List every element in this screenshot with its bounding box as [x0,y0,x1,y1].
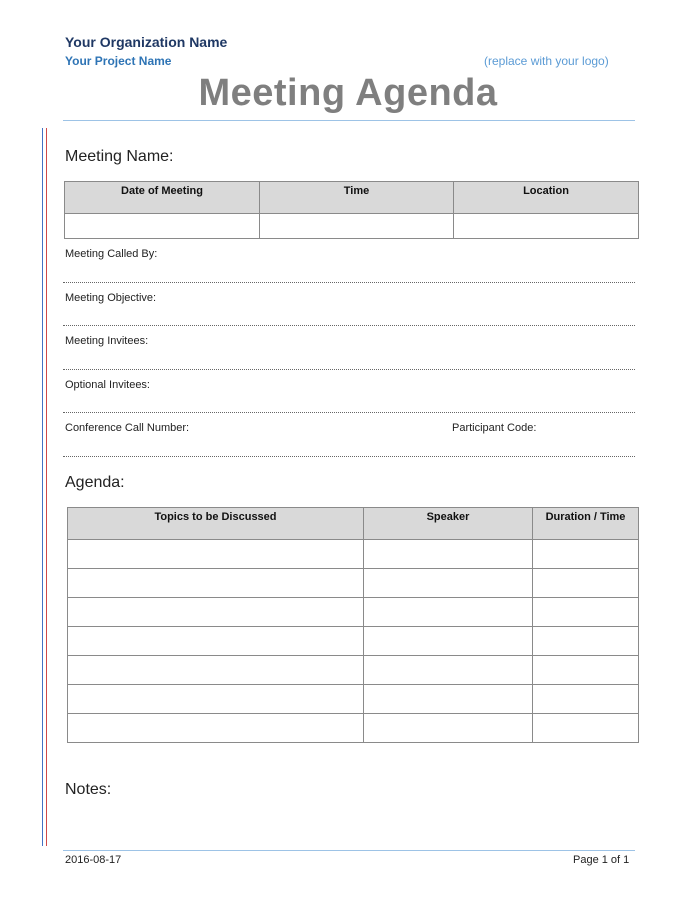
topic-cell[interactable] [68,656,364,685]
conference-call-label: Conference Call Number: [65,422,190,434]
meeting-invitees-label: Meeting Invitees: [65,335,149,347]
header-speaker: Speaker [364,508,533,540]
header-time: Time [260,182,454,214]
topic-cell[interactable] [68,569,364,598]
speaker-cell[interactable] [364,598,533,627]
duration-cell[interactable] [533,685,639,714]
objective-line[interactable] [63,325,635,326]
topic-cell[interactable] [68,598,364,627]
logo-placeholder: (replace with your logo) [484,54,609,68]
meeting-objective-label: Meeting Objective: [65,292,157,304]
duration-cell[interactable] [533,627,639,656]
time-cell[interactable] [260,214,454,239]
speaker-cell[interactable] [364,685,533,714]
table-row [68,714,639,743]
project-name: Your Project Name [65,54,172,68]
participant-code-label: Participant Code: [452,422,537,434]
table-row [68,656,639,685]
topic-cell[interactable] [68,627,364,656]
agenda-table [67,507,639,743]
table-row [68,540,639,569]
optional-invitees-line[interactable] [63,412,635,413]
agenda-label: Agenda: [65,474,125,491]
meeting-name-label: Meeting Name: [65,148,174,165]
duration-cell[interactable] [533,714,639,743]
duration-cell[interactable] [533,598,639,627]
table-row [68,569,639,598]
footer-divider [63,850,635,851]
header-topics: Topics to be Discussed [68,508,364,540]
margin-line-red [46,128,47,846]
date-of-meeting-cell[interactable] [65,214,260,239]
duration-cell[interactable] [533,656,639,685]
speaker-cell[interactable] [364,627,533,656]
speaker-cell[interactable] [364,656,533,685]
meeting-called-by-label: Meeting Called By: [65,248,158,260]
duration-cell[interactable] [533,569,639,598]
topic-cell[interactable] [68,714,364,743]
header-divider [63,120,635,121]
table-row [68,685,639,714]
table-row [68,627,639,656]
invitees-line[interactable] [63,369,635,370]
conference-call-line[interactable] [63,456,635,457]
speaker-cell[interactable] [364,540,533,569]
called-by-line[interactable] [63,282,635,283]
table-row [68,598,639,627]
footer-date: 2016-08-17 [65,854,122,866]
page-title: Meeting Agenda [198,72,498,114]
topic-cell[interactable] [68,685,364,714]
margin-line-blue [42,128,43,846]
duration-cell[interactable] [533,540,639,569]
speaker-cell[interactable] [364,569,533,598]
footer-page-number: Page 1 of 1 [573,854,630,866]
organization-name: Your Organization Name [65,34,228,50]
notes-label: Notes: [65,781,112,798]
optional-invitees-label: Optional Invitees: [65,379,150,391]
meeting-details-table [64,181,639,239]
topic-cell[interactable] [68,540,364,569]
header-date-of-meeting: Date of Meeting [65,182,260,214]
speaker-cell[interactable] [364,714,533,743]
header-duration: Duration / Time [533,508,639,540]
location-cell[interactable] [454,214,639,239]
header-location: Location [454,182,639,214]
